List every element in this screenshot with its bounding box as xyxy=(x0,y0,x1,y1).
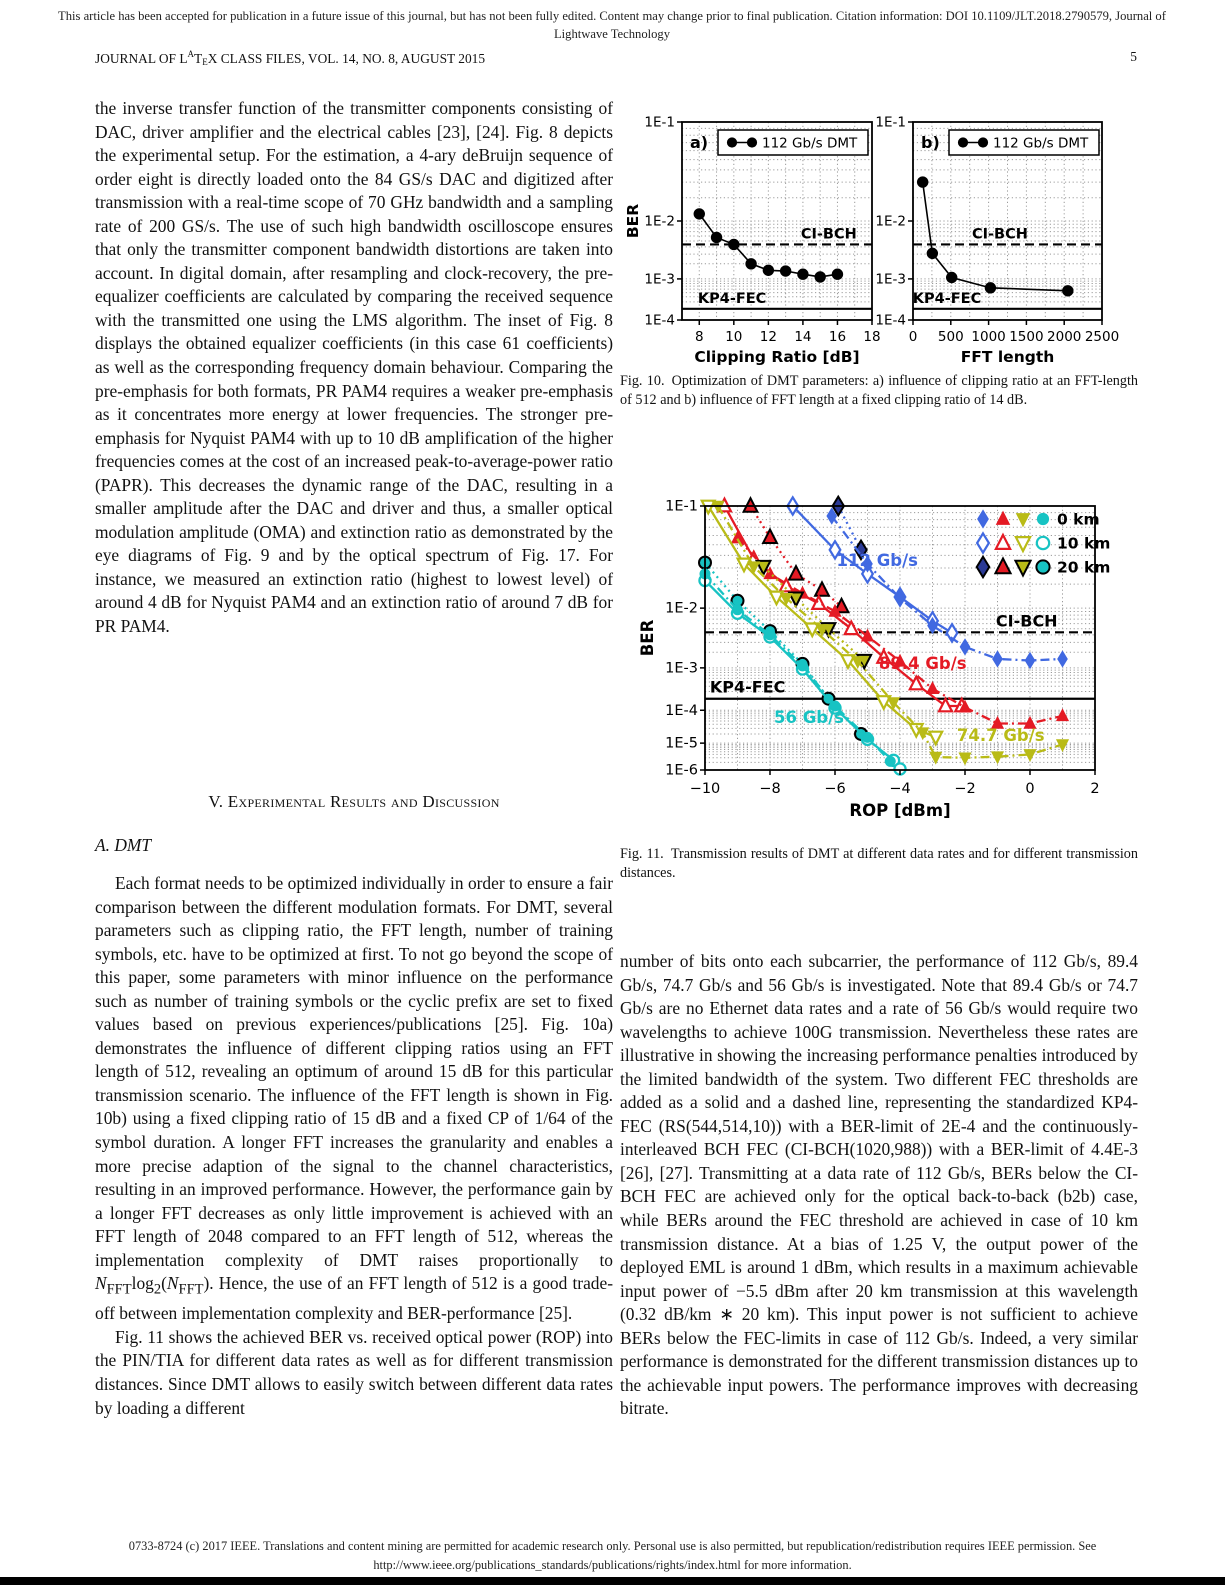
svg-text:1E-3: 1E-3 xyxy=(644,271,675,288)
svg-text:KP4-FEC: KP4-FEC xyxy=(912,290,982,307)
svg-text:500: 500 xyxy=(937,329,964,345)
fig11-chart xyxy=(620,488,1138,822)
copyright-footer xyxy=(0,1537,1225,1575)
body-paragraph: the inverse transfer function of the transmitter components consisting of DAC, driver amplifier and the electrical cables [23], [24]. Fig. 8 depicts the experimental setup. For the estimation, a 4-ary deBruijn sequence of order eight is directly loaded onto the 84 GS/s DAC and digitized after transmission with a real-time scope of 70 GHz bandwidth and a sampling rate of 200 GS/s. The use of such high bandwidth oscilloscope ensures that only the transmitter component bandwidth distortions are taken into account. In digital domain, after resampling and clock-recovery, the pre-equalizer coefficients are calculated by comparing the received sequence with the transmitted one using the LMS algorithm. The inset of Fig. 8 displays the obtained equalizer coefficients (in this case 61 coefficients) as well as the corresponding frequency domain behaviour. Comparing the pre-emphasis for both formats, PR PAM4 requires a weaker pre-emphasis as it concentrates more energy at lower frequencies. The stronger pre-emphasis for Nyquist PAM4 with up to 10 dB amplification of the higher frequencies comes at the cost of an increased peak-to-average-power ratio (PAPR). This decreases the dynamic range of the DAC, resulting in a smaller amplitude after the DAC and driver and thus, a smaller optical modulation amplitude (OMA) and extinction ratio as demonstrated by the eye diagrams of Fig. 9 and by the optical spectrum of Fig. 17. For instance, we measured an extinction ratio (highest to lowest level) of around 4 dB for Nyquist PAM4 and an extinction ratio of around 7 dB for PR PAM4. xyxy=(95,98,613,637)
svg-text:−4: −4 xyxy=(889,781,911,797)
footer-line-2: http://www.ieee.org/publications_standards/publications/rights/index.html for more information. xyxy=(373,1558,852,1572)
svg-text:Clipping Ratio [dB]: Clipping Ratio [dB] xyxy=(694,348,860,366)
svg-text:−8: −8 xyxy=(759,781,781,797)
right-column xyxy=(620,950,1138,1421)
svg-text:0: 0 xyxy=(908,329,918,345)
svg-text:1E-3: 1E-3 xyxy=(875,271,906,288)
svg-text:−2: −2 xyxy=(954,781,976,797)
chart-panel-fig11 xyxy=(638,497,1110,820)
svg-text:BER: BER xyxy=(624,203,642,239)
body-paragraph: Each format needs to be optimized individually in order to ensure a fair comparison between the different modulation formats. For DMT, several parameters such as clipping ratio, the FFT length, number of training symbols, etc. have to be optimized at first. To not go beyond the scope of this paper, some parameters with minor influence on the performance such as number of training symbols or the cyclic prefix are set to fixed values based on previous experiences/publications [25]. Fig. 10a) demonstrates the influence of different clipping ratios using an FFT length of 512, revealing an optimum of around 15 dB for this particular transmission scenario. The influence of the FFT length is shown in Fig. 10b) using a fixed clipping ratio of 15 dB and a fixed CP of 1/64 of the symbol duration. A longer FFT increases the granularity and enables a more precise adaption of the signal to the channel characteristics, resulting in an improved performance. However, the performance gain by a longer FFT decreases as only little improvement is achieved with an FFT length of 2048 compared to an FFT length of 512, whereas the implementation complexity of DMT raises proportionally to $N_{FFT}\log_2(N_{FFT})$. Hence, the use of an FFT length of 512 is a good trade-off between implementation complexity and BER-performance [25]. xyxy=(95,873,613,1324)
chart-panel-fig10b xyxy=(875,115,1119,367)
svg-text:−6: −6 xyxy=(824,781,846,797)
svg-text:1E-5: 1E-5 xyxy=(665,735,698,752)
svg-text:2500: 2500 xyxy=(1084,329,1120,345)
svg-text:18: 18 xyxy=(863,329,881,345)
body-paragraph: number of bits onto each subcarrier, the performance of 112 Gb/s, 89.4 Gb/s, 74.7 Gb/s and 56 Gb/s is investigated. Note that 89.4 Gb/s or 74.7 Gb/s are no Ethernet data rates and a rate of 56 Gb/s would require two wavelengths to achieve 100G transmission. Nevertheless these rates are illustrative in showing the increasing performance penalties introduced by the limited bandwidth of the system. Two different FEC thresholds are added as a solid and a dashed line, representing the standardized KP4-FEC (RS(544,514,10)) with a BER-limit of 2E-4 and the continuously-interleaved BCH FEC (CI-BCH(1020,988)) with a BER-limit of 4.4E-3 [26], [27]. Transmitting at a data rate of 112 Gb/s, BERs below the CI-BCH FEC are achieved only for the optical back-to-back (b2b) case, while BERs around the FEC threshold are achieved in case of 10 km transmission distance. At a bias of 1.25 V, the output power of the deployed EML is around 1 dBm, which results in a maximum achievable input power of −5.5 dBm after 20 km transmission at this wavelength (0.32 dB/km ∗ 20 km). This input power is not sufficient to achieve BERs below the FEC-limits in case of 112 Gb/s. Indeed, a very similar performance is demonstrated for the different transmission distances up to the achievable input powers. The performance improves with decreasing bitrate. xyxy=(620,951,1138,1419)
svg-text:112 Gb/s DMT: 112 Gb/s DMT xyxy=(993,135,1089,152)
figure-11-caption: Fig. 11. Transmission results of DMT at different data rates and for different transmission distances. xyxy=(620,846,1138,881)
svg-text:74.7 Gb/s: 74.7 Gb/s xyxy=(956,725,1045,745)
fig10-chart xyxy=(620,98,1138,366)
svg-text:1E-1: 1E-1 xyxy=(875,114,906,131)
svg-text:8: 8 xyxy=(694,329,704,345)
svg-text:1E-2: 1E-2 xyxy=(665,600,698,617)
svg-text:a): a) xyxy=(690,133,709,152)
svg-text:89.4 Gb/s: 89.4 Gb/s xyxy=(878,653,967,673)
bottom-bar xyxy=(0,1577,1225,1585)
chart-panel-fig10a xyxy=(624,115,881,367)
acceptance-notice: This article has been accepted for publication in a future issue of this journal, but has not been fully edited. Content may change prior to final publication. Citation information: DOI 10.1109/JLT.2018.2790579, Journal of Lightwave Technology xyxy=(58,9,1166,41)
svg-text:16: 16 xyxy=(828,329,847,345)
svg-text:1E-3: 1E-3 xyxy=(665,660,698,677)
svg-text:14: 14 xyxy=(794,329,812,345)
svg-text:1E-1: 1E-1 xyxy=(644,114,675,131)
body-paragraph: Fig. 11 shows the achieved BER vs. received optical power (ROP) into the PIN/TIA for different data rates as well as for different transmission distances. Since DMT allows to easily switch between different data rates by loading a different xyxy=(95,1326,613,1418)
svg-text:10 km: 10 km xyxy=(1057,534,1111,553)
footer-line-1: 0733-8724 (c) 2017 IEEE. Translations and content mining are permitted for academic research only. Personal use is also permitted, but republication/redistribution requires IEEE permission. See xyxy=(128,1539,1097,1553)
subsection-heading: A. DMT xyxy=(95,835,152,855)
left-column xyxy=(95,97,613,639)
svg-text:1E-4: 1E-4 xyxy=(665,702,698,719)
svg-text:KP4-FEC: KP4-FEC xyxy=(697,290,767,307)
svg-text:0 km: 0 km xyxy=(1057,510,1100,529)
figure-10 xyxy=(620,98,1138,371)
svg-text:BER: BER xyxy=(638,619,657,657)
section-heading: V. Experimental Results and Discussion xyxy=(208,792,500,811)
svg-text:112 Gb/s DMT: 112 Gb/s DMT xyxy=(762,135,858,152)
svg-text:b): b) xyxy=(921,133,940,152)
svg-text:0: 0 xyxy=(1025,781,1035,797)
figure-10-caption: Fig. 10. Optimization of DMT parameters: a) influence of clipping ratio at an FFT-length of 512 and b) influence of FFT length at a fixed clipping ratio of 14 dB. xyxy=(620,373,1138,408)
svg-text:20 km: 20 km xyxy=(1057,558,1111,577)
svg-text:CI-BCH: CI-BCH xyxy=(995,611,1058,631)
svg-text:1500: 1500 xyxy=(1009,329,1044,345)
journal-title: JOURNAL OF $L^AT_EX$ CLASS FILES, VOL. 14, NO. 8, AUGUST 2015 xyxy=(95,49,486,67)
svg-text:112 Gb/s: 112 Gb/s xyxy=(836,550,918,570)
svg-text:1E-4: 1E-4 xyxy=(644,312,675,329)
figure-11 xyxy=(620,488,1138,827)
svg-text:56 Gb/s: 56 Gb/s xyxy=(774,707,844,727)
svg-text:12: 12 xyxy=(759,329,777,345)
svg-text:2000: 2000 xyxy=(1047,329,1082,345)
svg-text:1E-2: 1E-2 xyxy=(875,213,906,230)
page-number: 5 xyxy=(1130,49,1137,64)
svg-text:CI-BCH: CI-BCH xyxy=(800,226,857,243)
svg-text:2: 2 xyxy=(1090,781,1100,797)
svg-text:10: 10 xyxy=(725,329,743,345)
svg-text:1E-6: 1E-6 xyxy=(665,762,698,779)
left-column-lower xyxy=(95,872,613,1420)
svg-text:−10: −10 xyxy=(689,781,721,797)
svg-text:KP4-FEC: KP4-FEC xyxy=(709,677,786,697)
svg-text:CI-BCH: CI-BCH xyxy=(971,226,1028,243)
svg-text:1E-4: 1E-4 xyxy=(875,312,906,329)
svg-text:1E-1: 1E-1 xyxy=(665,498,698,515)
svg-text:1E-2: 1E-2 xyxy=(644,213,675,230)
running-head xyxy=(95,49,1137,67)
svg-text:1000: 1000 xyxy=(971,329,1006,345)
svg-text:FFT length: FFT length xyxy=(960,348,1055,366)
svg-text:ROP [dBm]: ROP [dBm] xyxy=(849,801,951,820)
